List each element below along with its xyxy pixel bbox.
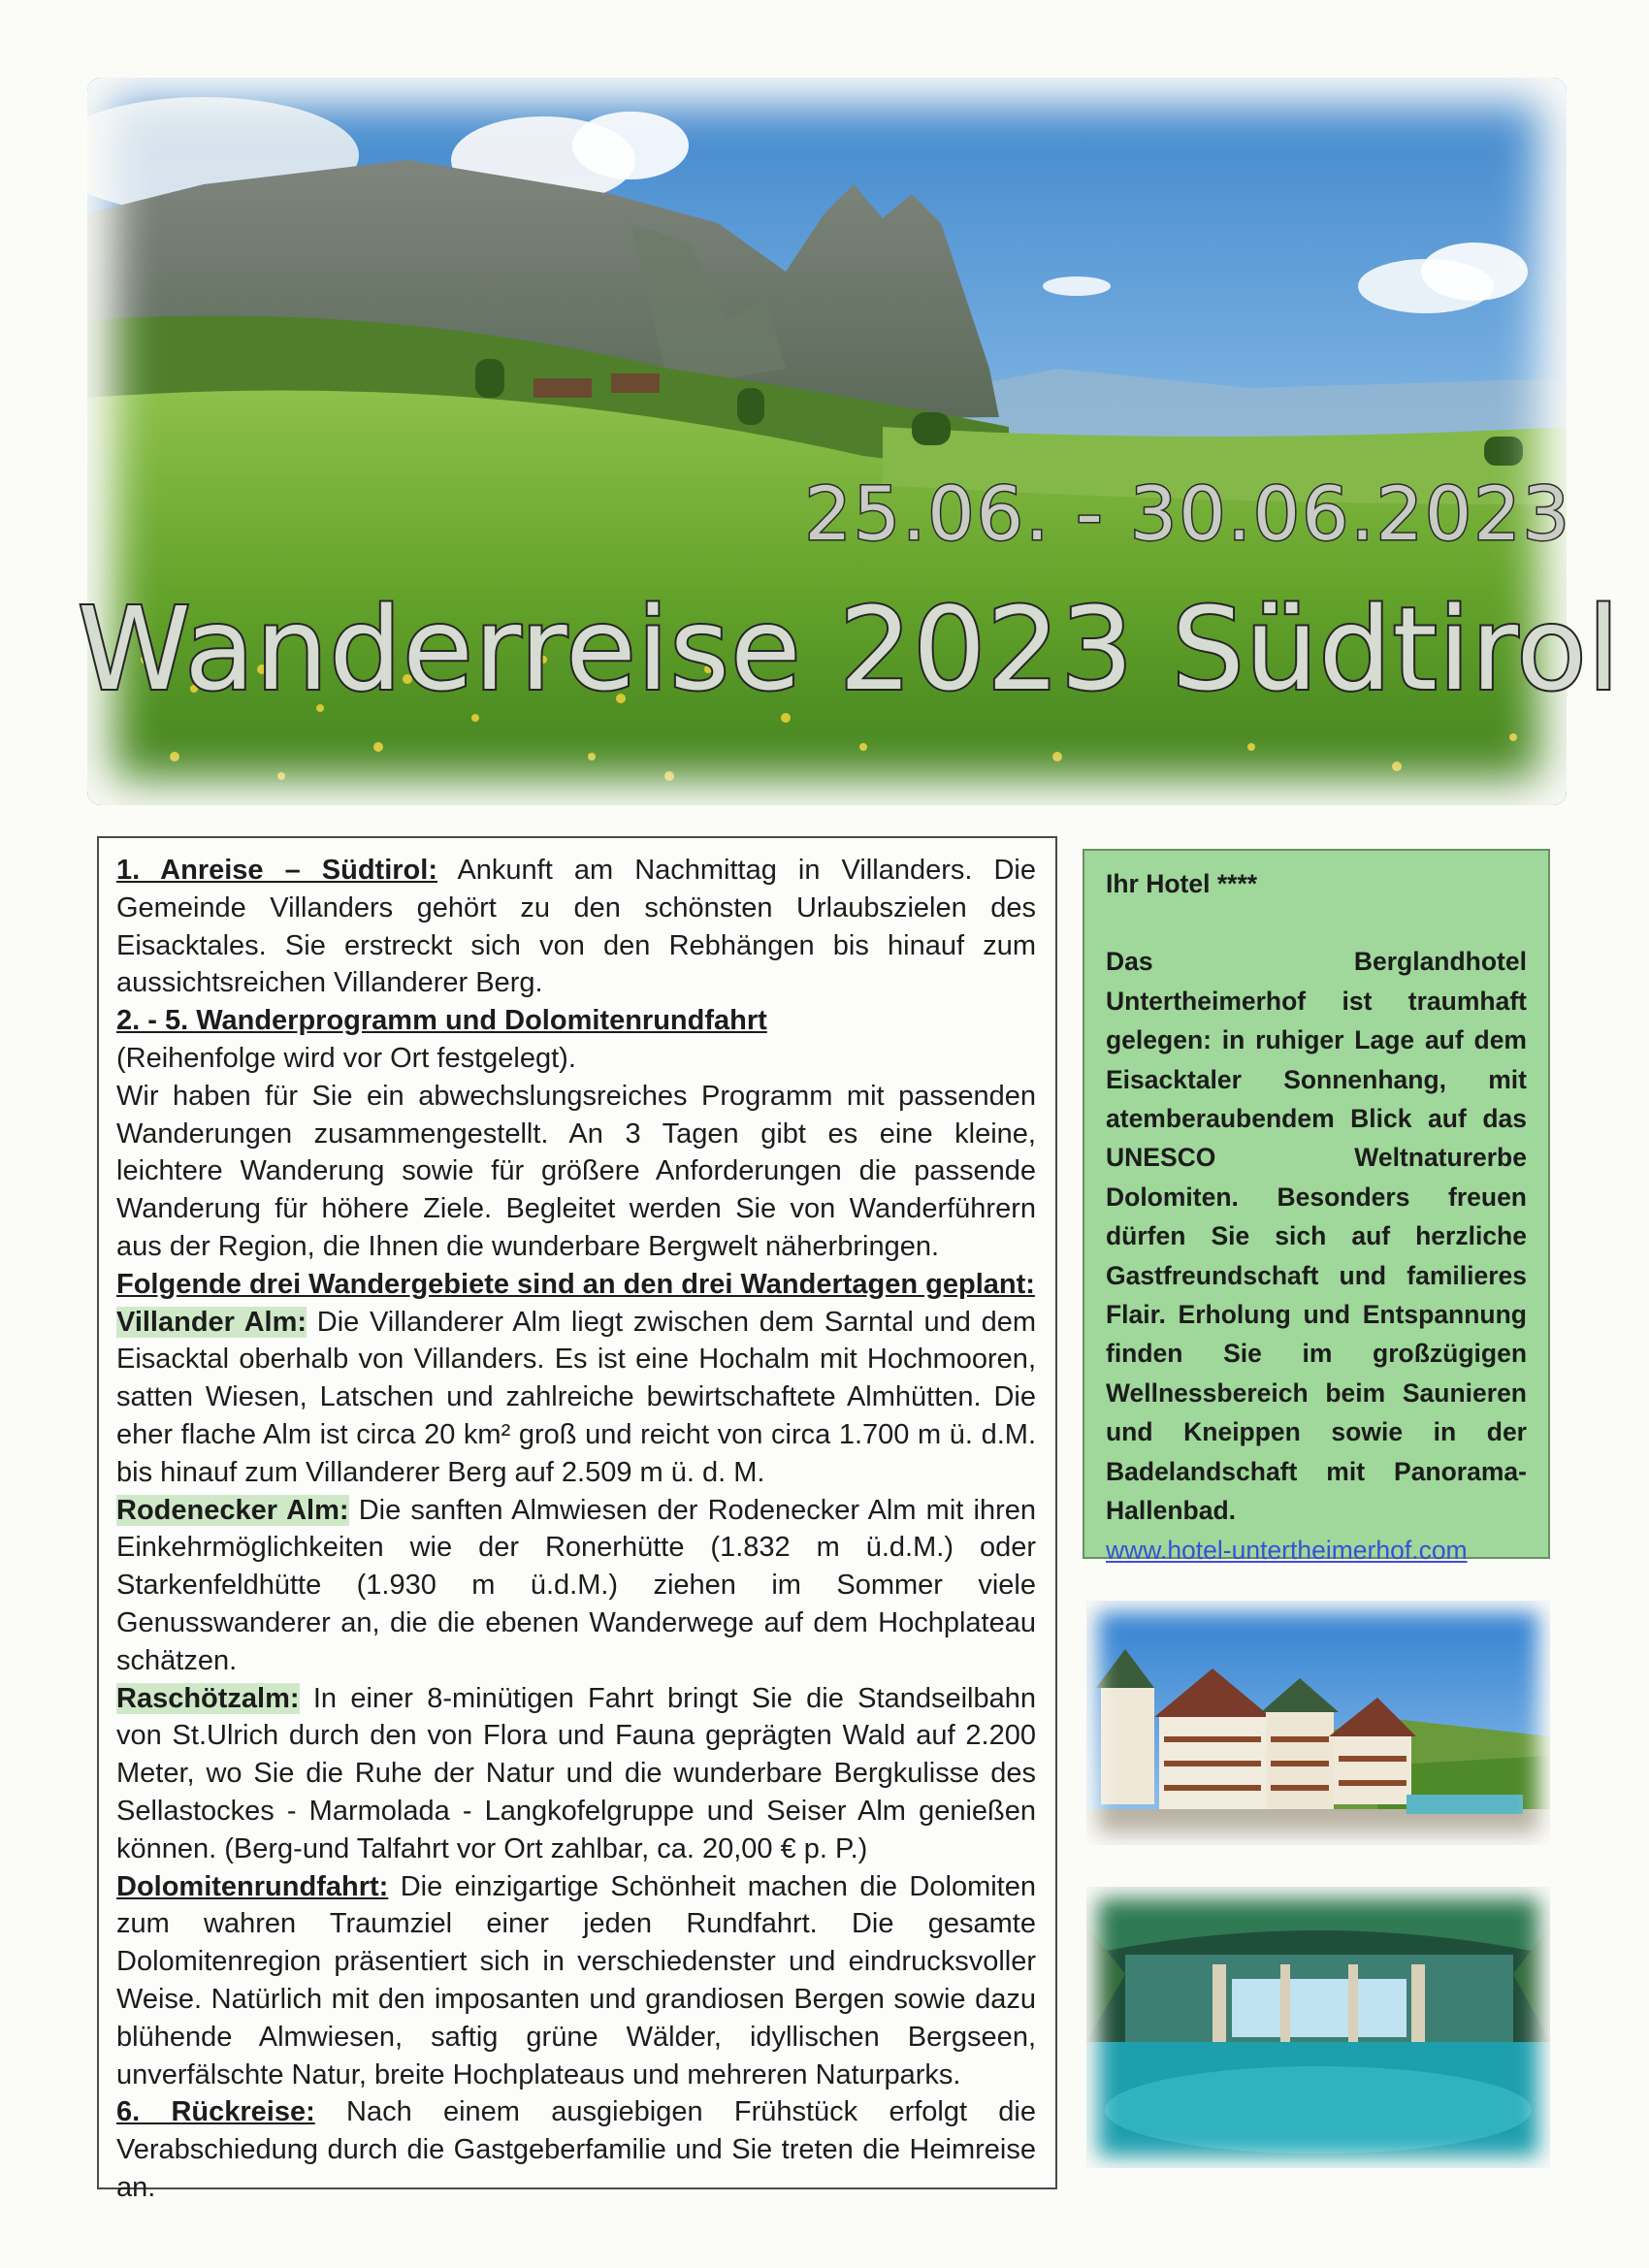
order-note: (Reihenfolge wird vor Ort festgelegt).	[116, 1042, 576, 1074]
day1-paragraph	[116, 852, 1036, 1002]
area2-text: Die sanften Almwiesen der Rodenecker Alm mit ihren Einkehrmöglichkeiten wie der Ronerhütte (1.832 m ü.d.M.) oder Starkenfeldhütte (1.930 m ü.d.M.) ziehen im Sommer viele Genusswanderer an, die die ebenen Wanderwege auf dem Hochplateau schätzen.	[116, 1494, 1037, 1676]
hotel-info-box	[1083, 849, 1550, 1565]
day2-5-paragraph	[116, 1002, 1036, 1040]
hotel-title: Ihr Hotel ****	[1106, 869, 1258, 898]
vignette	[1086, 1887, 1550, 2168]
day6-text: Nach einem ausgiebigen Frühstück erfolgt die Verabschiedung durch die Gastgeberfamilie und Sie treten die Heimreise an.	[116, 2096, 1036, 2203]
hotel-pool-photo	[1086, 1887, 1550, 2168]
day1-text: Ankunft am Nachmittag in Villanders. Die Gemeinde Villanders gehört zu den schönsten Urlaubszielen des Eisacktales. Sie erstreckt sich von den Rebhängen bis hinauf zum aussichtsreichen Villanderer Berg.	[116, 855, 1036, 999]
area3-name: Raschötzalm:	[116, 1682, 300, 1714]
area1-paragraph	[116, 1304, 1036, 1492]
areas-heading: Folgende drei Wandergebiete sind an den drei Wandertagen geplant:	[116, 1268, 1035, 1300]
tour-paragraph	[116, 1868, 1036, 2094]
area1-text: Die Villanderer Alm liegt zwischen dem Sarntal und dem Eisacktal oberhalb von Villanders. Es ist eine Hochalm mit Hochmooren, satten Wiesen, Latschen und zahlreiche bewirtschaftete Almhütten. Die eher flache Alm ist circa 20 km² groß und reicht von circa 1.700 m ü. d.M. bis hinauf zum Villanderer Berg auf 2.509 m ü. d. M.	[116, 1306, 1036, 1488]
travel-dates: 25.06. - 30.06.2023	[804, 470, 1571, 557]
tour-heading: Dolomitenrundfahrt:	[116, 1870, 389, 1902]
page-title: Wanderreise 2023 Südtirol	[78, 582, 1621, 716]
day1-heading: 1. Anreise – Südtirol:	[116, 855, 437, 886]
program-text: Wir haben für Sie ein abwechslungsreiches Programm mit passenden Wanderungen zusammengestellt. An 3 Tagen gibt es eine kleine, leichtere Wanderung sowie für größere Anforderungen die passende Wanderung für höhere Ziele. Begleitet werden Sie von Wanderführern aus der Region, die Ihnen die wunderbare Bergwelt näherbringen.	[116, 1080, 1036, 1262]
area3-paragraph	[116, 1680, 1036, 1868]
vignette	[1086, 1601, 1550, 1845]
area1-name: Villander Alm:	[116, 1306, 307, 1338]
day2-5-heading: 2. - 5. Wanderprogramm und Dolomitenrundfahrt	[116, 1005, 767, 1037]
itinerary-box	[97, 836, 1057, 2203]
day6-heading: 6. Rückreise:	[116, 2096, 315, 2128]
tour-text: Die einzigartige Schönheit machen die Dolomiten zum wahren Traumziel einer jeden Rundfahrt. Die gesamte Dolomitenregion präsentiert sich in verschiedenster und eindrucksvoller Weise. Natürlich mit den imposanten und grandiosen Bergen sowie dazu blühende Almwiesen, saftig grüne Wälder, idyllischen Bergseen, unverfälschte Natur, breite Hochplateaus und mehreren Naturparks.	[116, 1870, 1036, 2090]
hotel-exterior-photo	[1086, 1601, 1550, 1845]
area3-text: In einer 8-minütigen Fahrt bringt Sie die Standseilbahn von St.Ulrich durch den von Flora und Fauna geprägten Wald auf 2.200 Meter, wo Sie die Ruhe der Natur und die wunderbare Bergkulisse des Sellastockes - Marmolada - Langkofelgruppe und Seiser Alm genießen können. (Berg-und Talfahrt vor Ort zahlbar, ca. 20,00 € p. P.)	[116, 1682, 1036, 1864]
day6-paragraph	[116, 2093, 1036, 2206]
area2-name: Rodenecker Alm:	[116, 1494, 349, 1526]
hotel-website-link[interactable]: www.hotel-untertheimerhof.com	[1106, 1535, 1468, 1565]
hotel-description: Das Berglandhotel Untertheimerhof ist traumhaft gelegen: in ruhiger Lage auf dem Eisacktaler Sonnenhang, mit atemberaubendem Blick auf das UNESCO Weltnaturerbe Dolomiten. Besonders freuen dürfen Sie sich auf herzliche Gastfreundschaft und familieres Flair. Erholung und Entspannung finden Sie im großzügigen Wellnessbereich beim Saunieren und Kneippen sowie in der Badelandschaft mit Panorama-Hallenbad.	[1106, 947, 1527, 1526]
area2-paragraph	[116, 1492, 1036, 1680]
